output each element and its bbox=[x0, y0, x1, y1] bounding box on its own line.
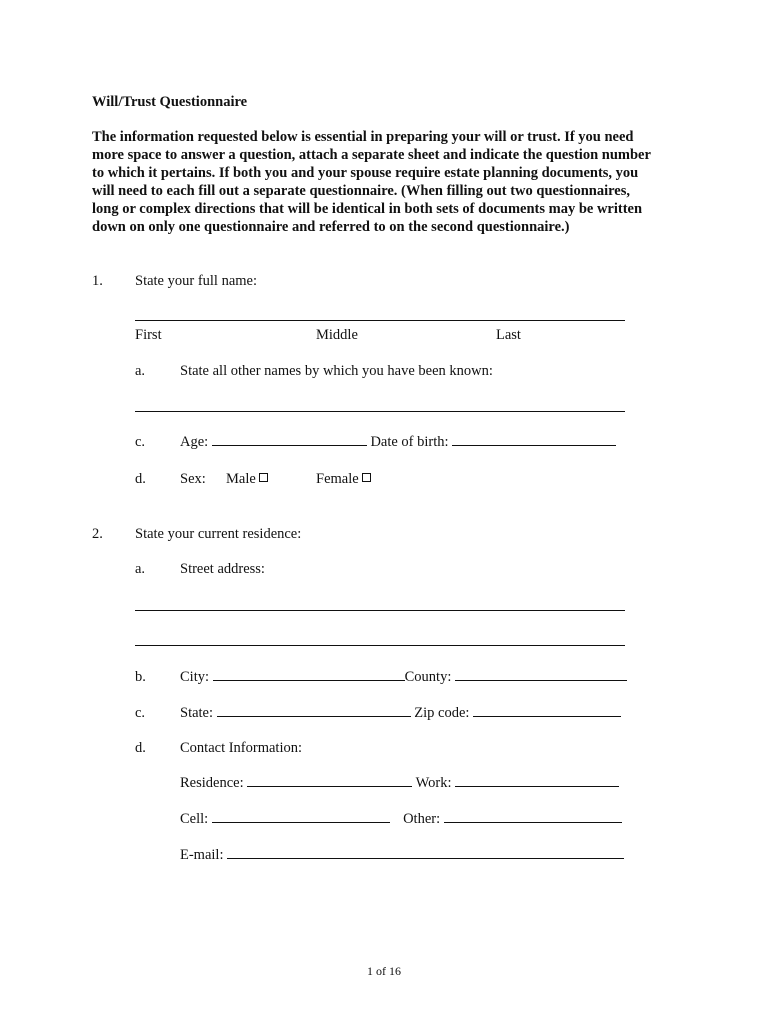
intro-line: to which it pertains. If both you and your spouse require estate planning documents, you bbox=[92, 165, 639, 181]
middle-name-label: Middle bbox=[316, 327, 358, 343]
other-phone-field[interactable] bbox=[444, 810, 622, 823]
other-phone-label: Other: bbox=[403, 811, 441, 827]
female-option[interactable] bbox=[316, 470, 371, 488]
intro-line: long or complex directions that will be identical in both sets of documents may be written bbox=[92, 201, 643, 217]
page-number: 1 of 16 bbox=[367, 964, 401, 978]
contact-info-prompt: Contact Information: bbox=[180, 740, 303, 756]
intro-line: The information requested below is essential in preparing your will or trust. If you need bbox=[92, 129, 634, 145]
age-label: Age: bbox=[180, 434, 209, 450]
email-label: E-mail: bbox=[180, 847, 224, 863]
age-dob-line bbox=[180, 433, 616, 451]
item-letter: c. bbox=[135, 434, 146, 450]
intro-paragraph bbox=[92, 128, 692, 236]
street-address-field-2[interactable] bbox=[135, 645, 625, 646]
first-name-label: First bbox=[135, 327, 162, 343]
state-zip-line bbox=[180, 704, 621, 722]
work-phone-field[interactable] bbox=[455, 774, 619, 787]
sex-label: Sex: bbox=[180, 471, 206, 487]
city-label: City: bbox=[180, 669, 210, 685]
item-letter: d. bbox=[135, 740, 146, 756]
intro-line: down on only one questionnaire and referred to on the second questionnaire.) bbox=[92, 219, 570, 235]
age-field[interactable] bbox=[212, 433, 367, 446]
male-label: Male bbox=[226, 471, 256, 487]
intro-line: more space to answer a question, attach a separate sheet and indicate the question number bbox=[92, 147, 651, 163]
email-line bbox=[180, 846, 624, 864]
dob-field[interactable] bbox=[452, 433, 616, 446]
male-option[interactable] bbox=[226, 470, 268, 488]
residence-work-line bbox=[180, 774, 619, 792]
page-title: Will/Trust Questionnaire bbox=[92, 94, 248, 110]
last-name-label: Last bbox=[496, 327, 521, 343]
county-label: County: bbox=[404, 669, 452, 685]
work-phone-label: Work: bbox=[415, 775, 452, 791]
item-letter: a. bbox=[135, 561, 146, 577]
question-number: 1. bbox=[92, 273, 103, 289]
other-names-prompt: State all other names by which you have been known: bbox=[180, 363, 493, 379]
email-field[interactable] bbox=[227, 846, 624, 859]
residence-phone-field[interactable] bbox=[247, 774, 412, 787]
city-field[interactable] bbox=[213, 668, 405, 681]
cell-phone-label: Cell: bbox=[180, 811, 209, 827]
item-letter: b. bbox=[135, 669, 146, 685]
full-name-field[interactable] bbox=[135, 320, 625, 321]
male-checkbox[interactable] bbox=[259, 473, 268, 482]
question-number: 2. bbox=[92, 526, 103, 542]
residence-phone-label: Residence: bbox=[180, 775, 244, 791]
intro-line: will need to each fill out a separate questionnaire. (When filling out two questionnaires, bbox=[92, 183, 630, 199]
item-letter: c. bbox=[135, 705, 146, 721]
zip-label: Zip code: bbox=[414, 705, 470, 721]
cell-phone-field[interactable] bbox=[212, 810, 390, 823]
county-field[interactable] bbox=[455, 668, 627, 681]
female-checkbox[interactable] bbox=[362, 473, 371, 482]
state-field[interactable] bbox=[217, 704, 411, 717]
city-county-line bbox=[180, 668, 627, 686]
dob-label: Date of birth: bbox=[370, 434, 449, 450]
question-prompt: State your current residence: bbox=[135, 526, 302, 542]
state-label: State: bbox=[180, 705, 214, 721]
street-address-prompt: Street address: bbox=[180, 561, 265, 577]
zip-field[interactable] bbox=[473, 704, 621, 717]
female-label: Female bbox=[316, 471, 359, 487]
street-address-field-1[interactable] bbox=[135, 610, 625, 611]
question-prompt: State your full name: bbox=[135, 273, 258, 289]
other-names-field[interactable] bbox=[135, 411, 625, 412]
cell-other-line bbox=[180, 810, 622, 828]
item-letter: d. bbox=[135, 471, 146, 487]
item-letter: a. bbox=[135, 363, 146, 379]
